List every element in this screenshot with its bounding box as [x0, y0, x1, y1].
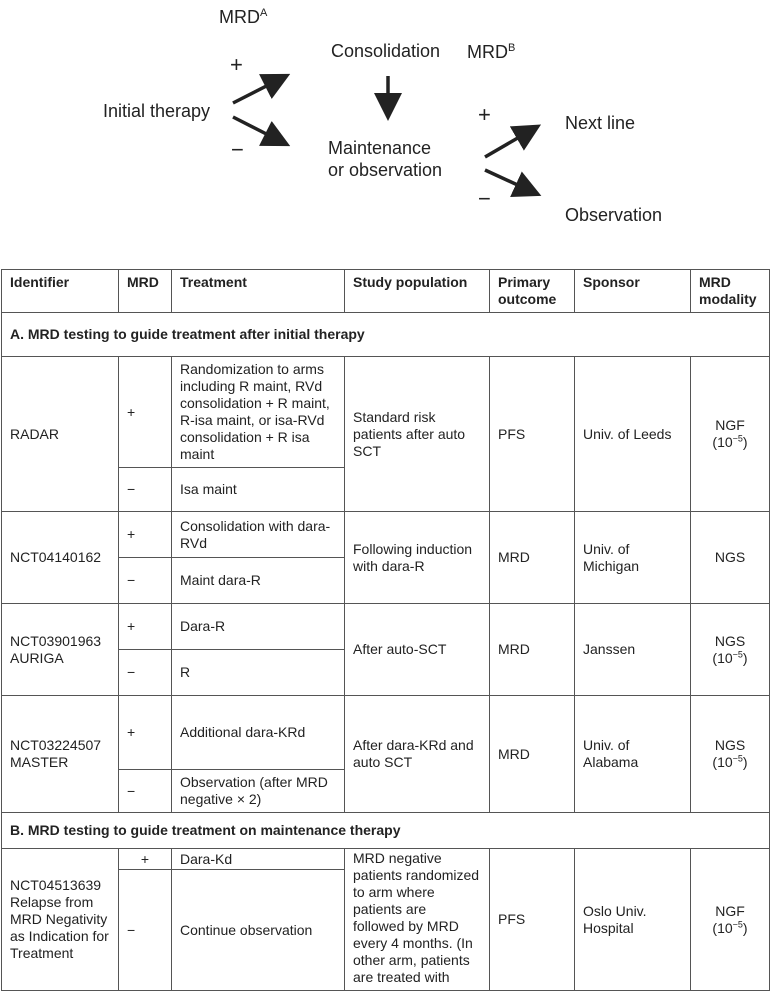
- mrd-modality: NGF $(10^{-5})$: [691, 357, 770, 512]
- trial-identifier: NCT04140162: [2, 512, 119, 604]
- positive-treatment: Consolidation with dara-RVd: [172, 512, 345, 558]
- negative-treatment: Continue observation: [172, 870, 345, 991]
- trial-identifier: NCT04513639 Relapse from MRD Negativity as Indication for Treatment: [2, 849, 119, 991]
- primary-outcome: PFS: [490, 849, 575, 991]
- header-treatment: Treatment: [172, 270, 345, 313]
- sponsor: Oslo Univ. Hospital: [575, 849, 691, 991]
- trial-identifier: NCT03901963 AURIGA: [2, 604, 119, 696]
- mrd-negative-sign: −: [119, 770, 172, 813]
- mrd-modality: NGS $(10^{-5})$: [691, 696, 770, 813]
- sponsor: Janssen: [575, 604, 691, 696]
- primary-outcome: MRD: [490, 696, 575, 813]
- header-identifier: Identifier: [2, 270, 119, 313]
- trial-identifier: RADAR: [2, 357, 119, 512]
- mrd-modality: NGS: [691, 512, 770, 604]
- negative-treatment: Maint dara-R: [172, 558, 345, 604]
- consolidation-label: Consolidation: [331, 41, 441, 61]
- header-primary-outcome: Primary outcome: [490, 270, 575, 313]
- arrow-up-maintenance: [485, 128, 535, 157]
- header-sponsor: Sponsor: [575, 270, 691, 313]
- mrd-positive-sign: +: [119, 512, 172, 558]
- section-b-row: [2, 813, 770, 849]
- table-row: [2, 512, 770, 558]
- minus-sign-b: −: [478, 186, 491, 211]
- mrd-modality: NGS $(10^{-5})$: [691, 604, 770, 696]
- positive-treatment: Randomization to arms including R maint, RVd consolidation + R maint, R-isa maint, or isa-RVd consolidation + R isa maint: [172, 357, 345, 468]
- maintenance-label-line2: or observation: [328, 160, 443, 180]
- table-row: [2, 849, 770, 870]
- negative-treatment: R: [172, 650, 345, 696]
- plus-sign-b: +: [478, 102, 491, 127]
- section-a-title: A. MRD testing to guide treatment after initial therapy: [2, 313, 770, 357]
- mrd-positive-sign: +: [119, 357, 172, 468]
- mrd-positive-sign: +: [119, 849, 172, 870]
- negative-treatment: Observation (after MRD negative × 2): [172, 770, 345, 813]
- mrd-a-label: $MRD^A$: [219, 7, 268, 27]
- mrd-negative-sign: −: [119, 650, 172, 696]
- trial-identifier: NCT03224507 MASTER: [2, 696, 119, 813]
- mrd-negative-sign: −: [119, 870, 172, 991]
- primary-outcome: PFS: [490, 357, 575, 512]
- observation-label: Observation: [565, 205, 663, 225]
- mrd-negative-sign: −: [119, 468, 172, 512]
- primary-outcome: MRD: [490, 604, 575, 696]
- minus-sign-a: −: [231, 137, 244, 162]
- study-population: After auto-SCT: [345, 604, 490, 696]
- mrd-negative-sign: −: [119, 558, 172, 604]
- table-row: [2, 604, 770, 650]
- table-row: [2, 357, 770, 468]
- maintenance-label-line1: Maintenance: [328, 138, 432, 158]
- header-study-population: Study population: [345, 270, 490, 313]
- mrd-trials-table: [1, 269, 770, 991]
- primary-outcome: MRD: [490, 512, 575, 604]
- study-population: Following induction with dara-R: [345, 512, 490, 604]
- section-a-row: [2, 313, 770, 357]
- negative-treatment: Isa maint: [172, 468, 345, 512]
- sponsor: Univ. of Leeds: [575, 357, 691, 512]
- mrd-modality: NGF $(10^{-5})$: [691, 849, 770, 991]
- study-population: MRD negative patients randomized to arm where patients are followed by MRD every 4 months. (In other arm, patients are treated with: [345, 849, 490, 991]
- mrd-b-label: $MRD^B$: [467, 42, 516, 62]
- table-header-row: [2, 270, 770, 313]
- initial-therapy-label: Initial therapy: [103, 101, 211, 121]
- table-row: [2, 696, 770, 770]
- sponsor: Univ. of Michigan: [575, 512, 691, 604]
- mrd-flow-diagram: [0, 0, 770, 260]
- study-population: Standard risk patients after auto SCT: [345, 357, 490, 512]
- section-b-title: B. MRD testing to guide treatment on maintenance therapy: [2, 813, 770, 849]
- next-line-label: Next line: [565, 113, 636, 133]
- header-mrd: MRD: [119, 270, 172, 313]
- plus-sign-a: +: [230, 52, 243, 77]
- positive-treatment: Dara-R: [172, 604, 345, 650]
- study-population: After dara-KRd and auto SCT: [345, 696, 490, 813]
- mrd-positive-sign: +: [119, 604, 172, 650]
- arrow-up-initial: [233, 77, 284, 103]
- mrd-positive-sign: +: [119, 696, 172, 770]
- sponsor: Univ. of Alabama: [575, 696, 691, 813]
- arrow-down-maintenance: [485, 170, 535, 193]
- positive-treatment: Dara-Kd: [172, 849, 345, 870]
- header-mrd-modality: MRD modality: [691, 270, 770, 313]
- positive-treatment: Additional dara-KRd: [172, 696, 345, 770]
